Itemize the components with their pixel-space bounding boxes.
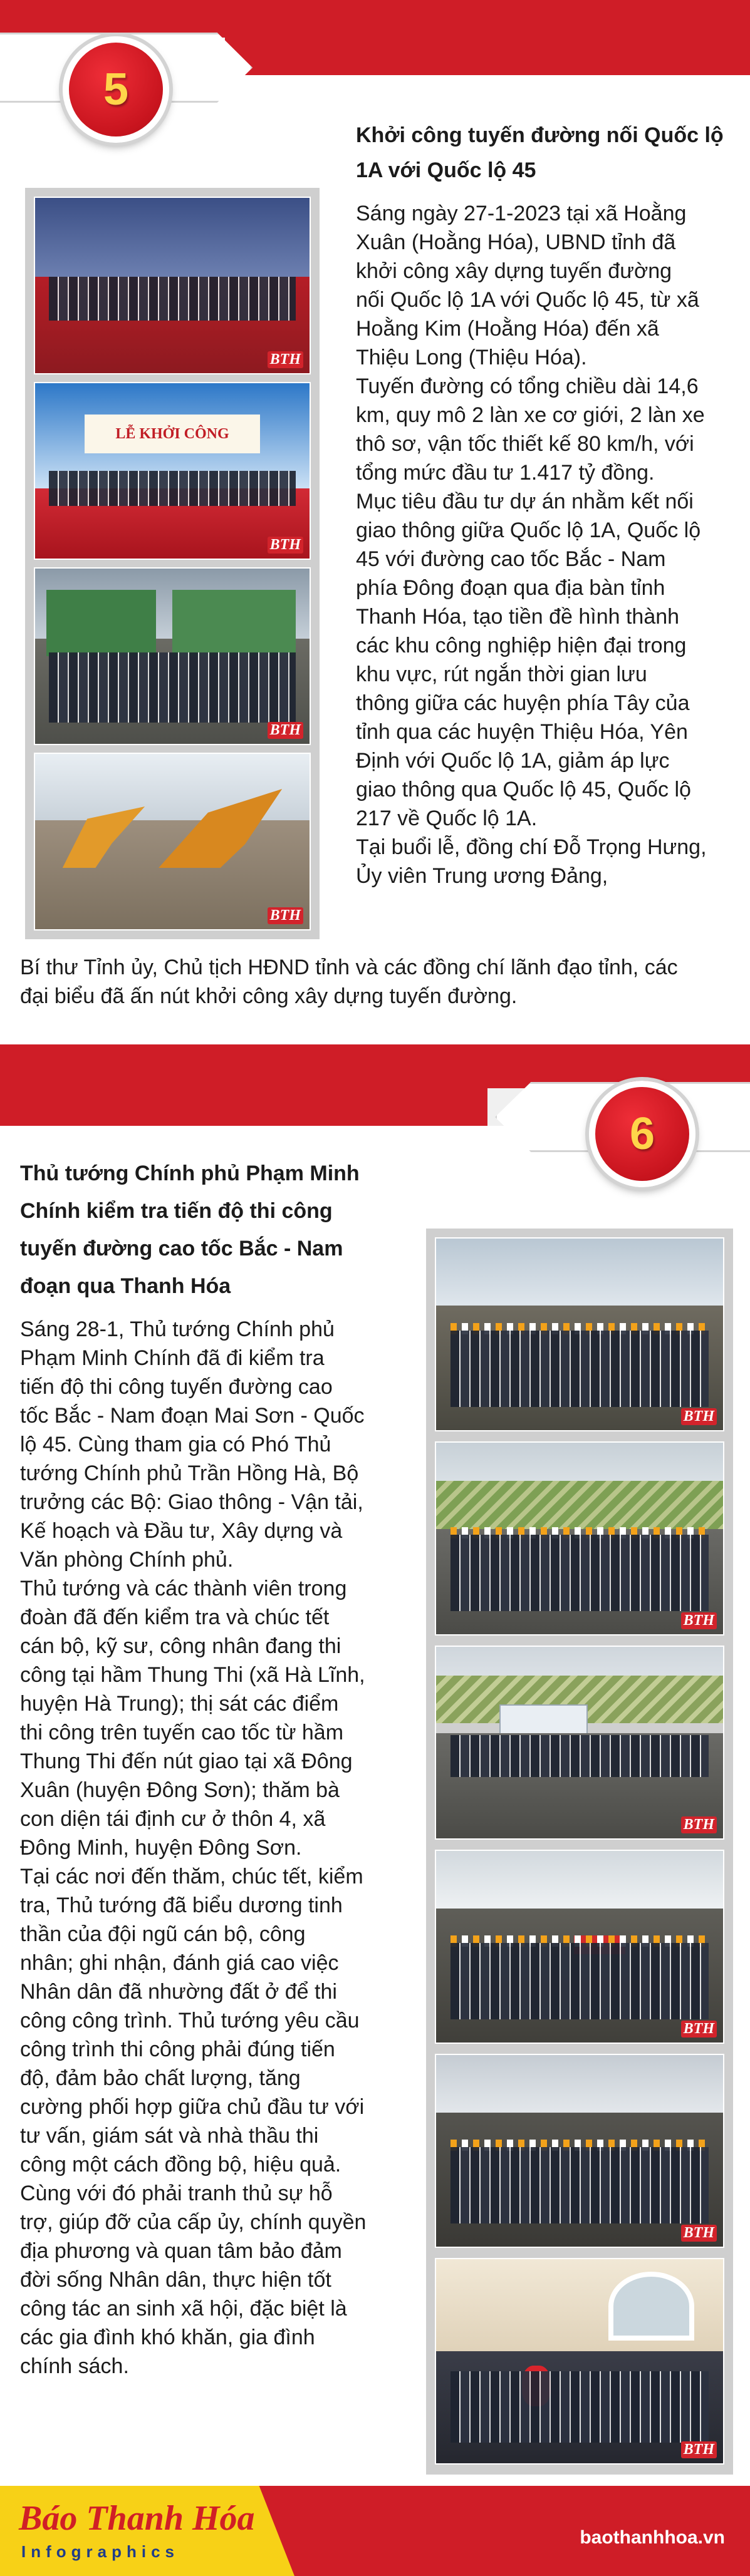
section6-body-line: tra, Thủ tướng đã biểu dương tinh [20,1893,343,1917]
section5-body-line: Sáng ngày 27-1-2023 tại xã Hoằng [356,202,687,225]
section6-body-line: thi công trên tuyến cao tốc từ hầm [20,1721,344,1744]
footer-site-link[interactable]: baothanhhoa.vn [580,2527,725,2548]
section5-photo-1 [34,197,311,374]
section6-photo-4 [435,1850,724,2044]
section6-body-line: Xuân (huyện Đông Sơn); thăm bà [20,1778,340,1802]
section5-body-line: đại biểu đã ấn nút khởi công xây dựng tuyến đường. [20,984,518,1008]
section5-body-wide [20,953,741,1011]
section5-body-line: 45 với đường cao tốc Bắc - Nam [356,547,666,571]
section5-photo-3-watermark: BTH [268,722,303,739]
section6-body-line: công một cách đồng bộ, hiệu quả. [20,2153,341,2177]
section6-title: Thủ tướng Chính phủ Phạm Minh Chính kiểm tra tiến độ thi công tuyến đường cao tốc Bắc - Nam đoạn qua Thanh Hóa [20,1162,360,1298]
section6-body-line: Kế hoạch và Đầu tư, Xây dựng và [20,1519,343,1543]
section6-photo-3 [435,1646,724,1840]
section5-body-line: Xuân (Hoằng Hóa), UBND tỉnh đã [356,230,676,254]
section5-body-line: giao thông qua Quốc lộ 45, Quốc lộ [356,778,691,801]
section5-body-line: Mục tiêu đầu tư dự án nhằm kết nối [356,490,694,513]
section6-body-line: đoàn đã đến kiểm tra và chúc tết [20,1605,330,1629]
section5-body-line: tỉnh qua các huyện Thiệu Hóa, Yên [356,720,688,744]
section5-photo-2-banner: LỄ KHỞI CÔNG [85,415,260,453]
section5-body-line: km, quy mô 2 làn xe cơ giới, 2 làn xe [356,403,705,427]
section6-body-line: cán bộ, kỹ sư, công nhân đang thi [20,1634,341,1658]
section6-body [20,1315,421,2381]
section6-body-line: lộ 45. Cùng tham gia có Phó Thủ [20,1433,331,1456]
section5-body-line: Tuyến đường có tổng chiều dài 14,6 [356,374,699,398]
section6-photo-2-watermark: BTH [681,1612,717,1629]
section6-photo-2 [435,1441,724,1636]
section5-photo-2 [34,382,311,560]
section6-body-line: độ, đảm bảo chất lượng, tăng [20,2066,301,2090]
section5-body-line: phía Đông đoạn qua địa bàn tỉnh [356,576,665,600]
footer-brand-logo: Báo Thanh Hóa [19,2499,255,2538]
section6-body-line: trợ, giúp đỡ của cấp ủy, chính quyền [20,2210,367,2234]
section5-body-line: Thiệu Long (Thiệu Hóa). [356,346,587,369]
section5-number-badge [63,36,169,143]
section6-body-line: tiến độ thi công tuyến đường cao [20,1375,333,1399]
section6-photo-stack [426,1229,733,2475]
footer-brand-subtitle: Infographics [21,2542,180,2561]
section5-photo-4-watermark: BTH [268,907,303,924]
section6-photo-1-watermark: BTH [681,1408,717,1425]
section6-body-line: Sáng 28-1, Thủ tướng Chính phủ [20,1317,335,1341]
section6-body-line: Tại các nơi đến thăm, chúc tết, kiểm [20,1865,363,1888]
section6-body-line: công trình thi công phải đúng tiến [20,2038,335,2061]
section6-body-line: con diện tái định cư ở thôn 4, xã [20,1807,326,1831]
section6-body-line: thần của đội ngũ cán bộ, công [20,1922,306,1946]
section6-body-line: Thủ tướng và các thành viên trong [20,1577,347,1600]
section5-body-line: Ủy viên Trung ương Đảng, [356,864,608,888]
section6-body-line: Cùng với đó phải tranh thủ sự hỗ [20,2182,333,2205]
section6-body-line: các gia đình khó khăn, gia đình [20,2326,315,2349]
section5-body-line: Định với Quốc lộ 1A, giảm áp lực [356,749,670,773]
section5-body-line: thô sơ, vận tốc thiết kế 80 km/h, với [356,432,694,456]
section5-header-band [0,0,750,38]
section5-body-line: nối Quốc lộ 1A với Quốc lộ 45, từ xã [356,288,699,312]
section5-body-line: thông giữa các huyện phía Tây của [356,691,690,715]
section6-body-line: công tác an sinh xã hội, đặc biệt là [20,2297,347,2321]
section5-number: 5 [103,64,129,115]
section6-photo-1 [435,1237,724,1431]
section6-photo-6-watermark: BTH [681,2441,717,2458]
section6-body-line: chính sách. [20,2354,129,2378]
section6-photo-6 [435,2258,724,2465]
section5-body-line: 217 về Quốc lộ 1A. [356,806,538,830]
section5-body-line: Tại buổi lễ, đồng chí Đỗ Trọng Hưng, [356,835,707,859]
section6-body-line: đời sống Nhân dân, thực hiện tốt [20,2268,331,2292]
section6-body-line: tư vấn, giám sát và nhà thầu thi [20,2124,319,2148]
section6-photo-3-watermark: BTH [681,1816,717,1833]
section6-body-line: tốc Bắc - Nam đoạn Mai Sơn - Quốc [20,1404,365,1428]
section5-body-line: giao thông giữa Quốc lộ 1A, Quốc lộ [356,518,701,542]
section6-photo-5 [435,2054,724,2248]
section6-number: 6 [629,1109,655,1159]
section6-body-line: nhân; ghi nhận, đánh giá cao việc [20,1951,339,1975]
section6-body-line: Thung Thi đến nút giao tại xã Đông [20,1749,353,1773]
section5-body-line: Bí thư Tỉnh ủy, Chủ tịch HĐND tỉnh và các đồng chí lãnh đạo tỉnh, các [20,956,678,979]
section6-body-line: công công trình. Thủ tướng yêu cầu [20,2009,360,2032]
section6-body-line: Văn phòng Chính phủ. [20,1548,234,1572]
section5-photo-1-watermark: BTH [268,351,303,368]
section5-body-line: khu vực, rút ngắn thời gian lưu [356,662,647,686]
section5-body-line: Hoằng Kim (Hoằng Hóa) đến xã [356,317,659,341]
section6-body-line: địa phương và quan tâm bảo đảm [20,2239,342,2263]
section5-body [356,199,738,890]
section6-photo-4-watermark: BTH [681,2021,717,2038]
section6-body-line: trưởng các Bộ: Giao thông - Vận tải, [20,1490,363,1514]
section5-body-line: khởi công xây dựng tuyến đường [356,259,672,283]
section5-photo-4 [34,753,311,930]
section6-body-line: cường phối hợp giữa chủ đầu tư với [20,2095,365,2119]
section5-photo-2-watermark: BTH [268,537,303,554]
section5-photo-stack [25,188,320,939]
section6-body-line: công tại hầm Thung Thi (xã Hà Lĩnh, [20,1663,365,1687]
section6-body-line: Nhân dân đã nhường đất ở để thi [20,1980,337,2004]
section5-body-line: các khu công nghiệp hiện đại trong [356,634,687,657]
section5-photo-3 [34,567,311,745]
section5-title: Khởi công tuyến đường nối Quốc lộ 1A với Quốc lộ 45 [356,123,724,182]
section6-photo-5-watermark: BTH [681,2225,717,2242]
section5-body-line: Thanh Hóa, tạo tiền đề hình thành [356,605,680,629]
section6-body-line: Đông Minh, huyện Đông Sơn. [20,1836,302,1860]
section6-body-line: huyện Hà Trung); thị sát các điểm [20,1692,339,1716]
section6-number-badge [589,1081,695,1187]
section6-body-line: Phạm Minh Chính đã đi kiểm tra [20,1346,325,1370]
section6-body-line: tướng Chính phủ Trần Hồng Hà, Bộ [20,1461,359,1485]
section5-body-line: tổng mức đầu tư 1.417 tỷ đồng. [356,461,655,485]
